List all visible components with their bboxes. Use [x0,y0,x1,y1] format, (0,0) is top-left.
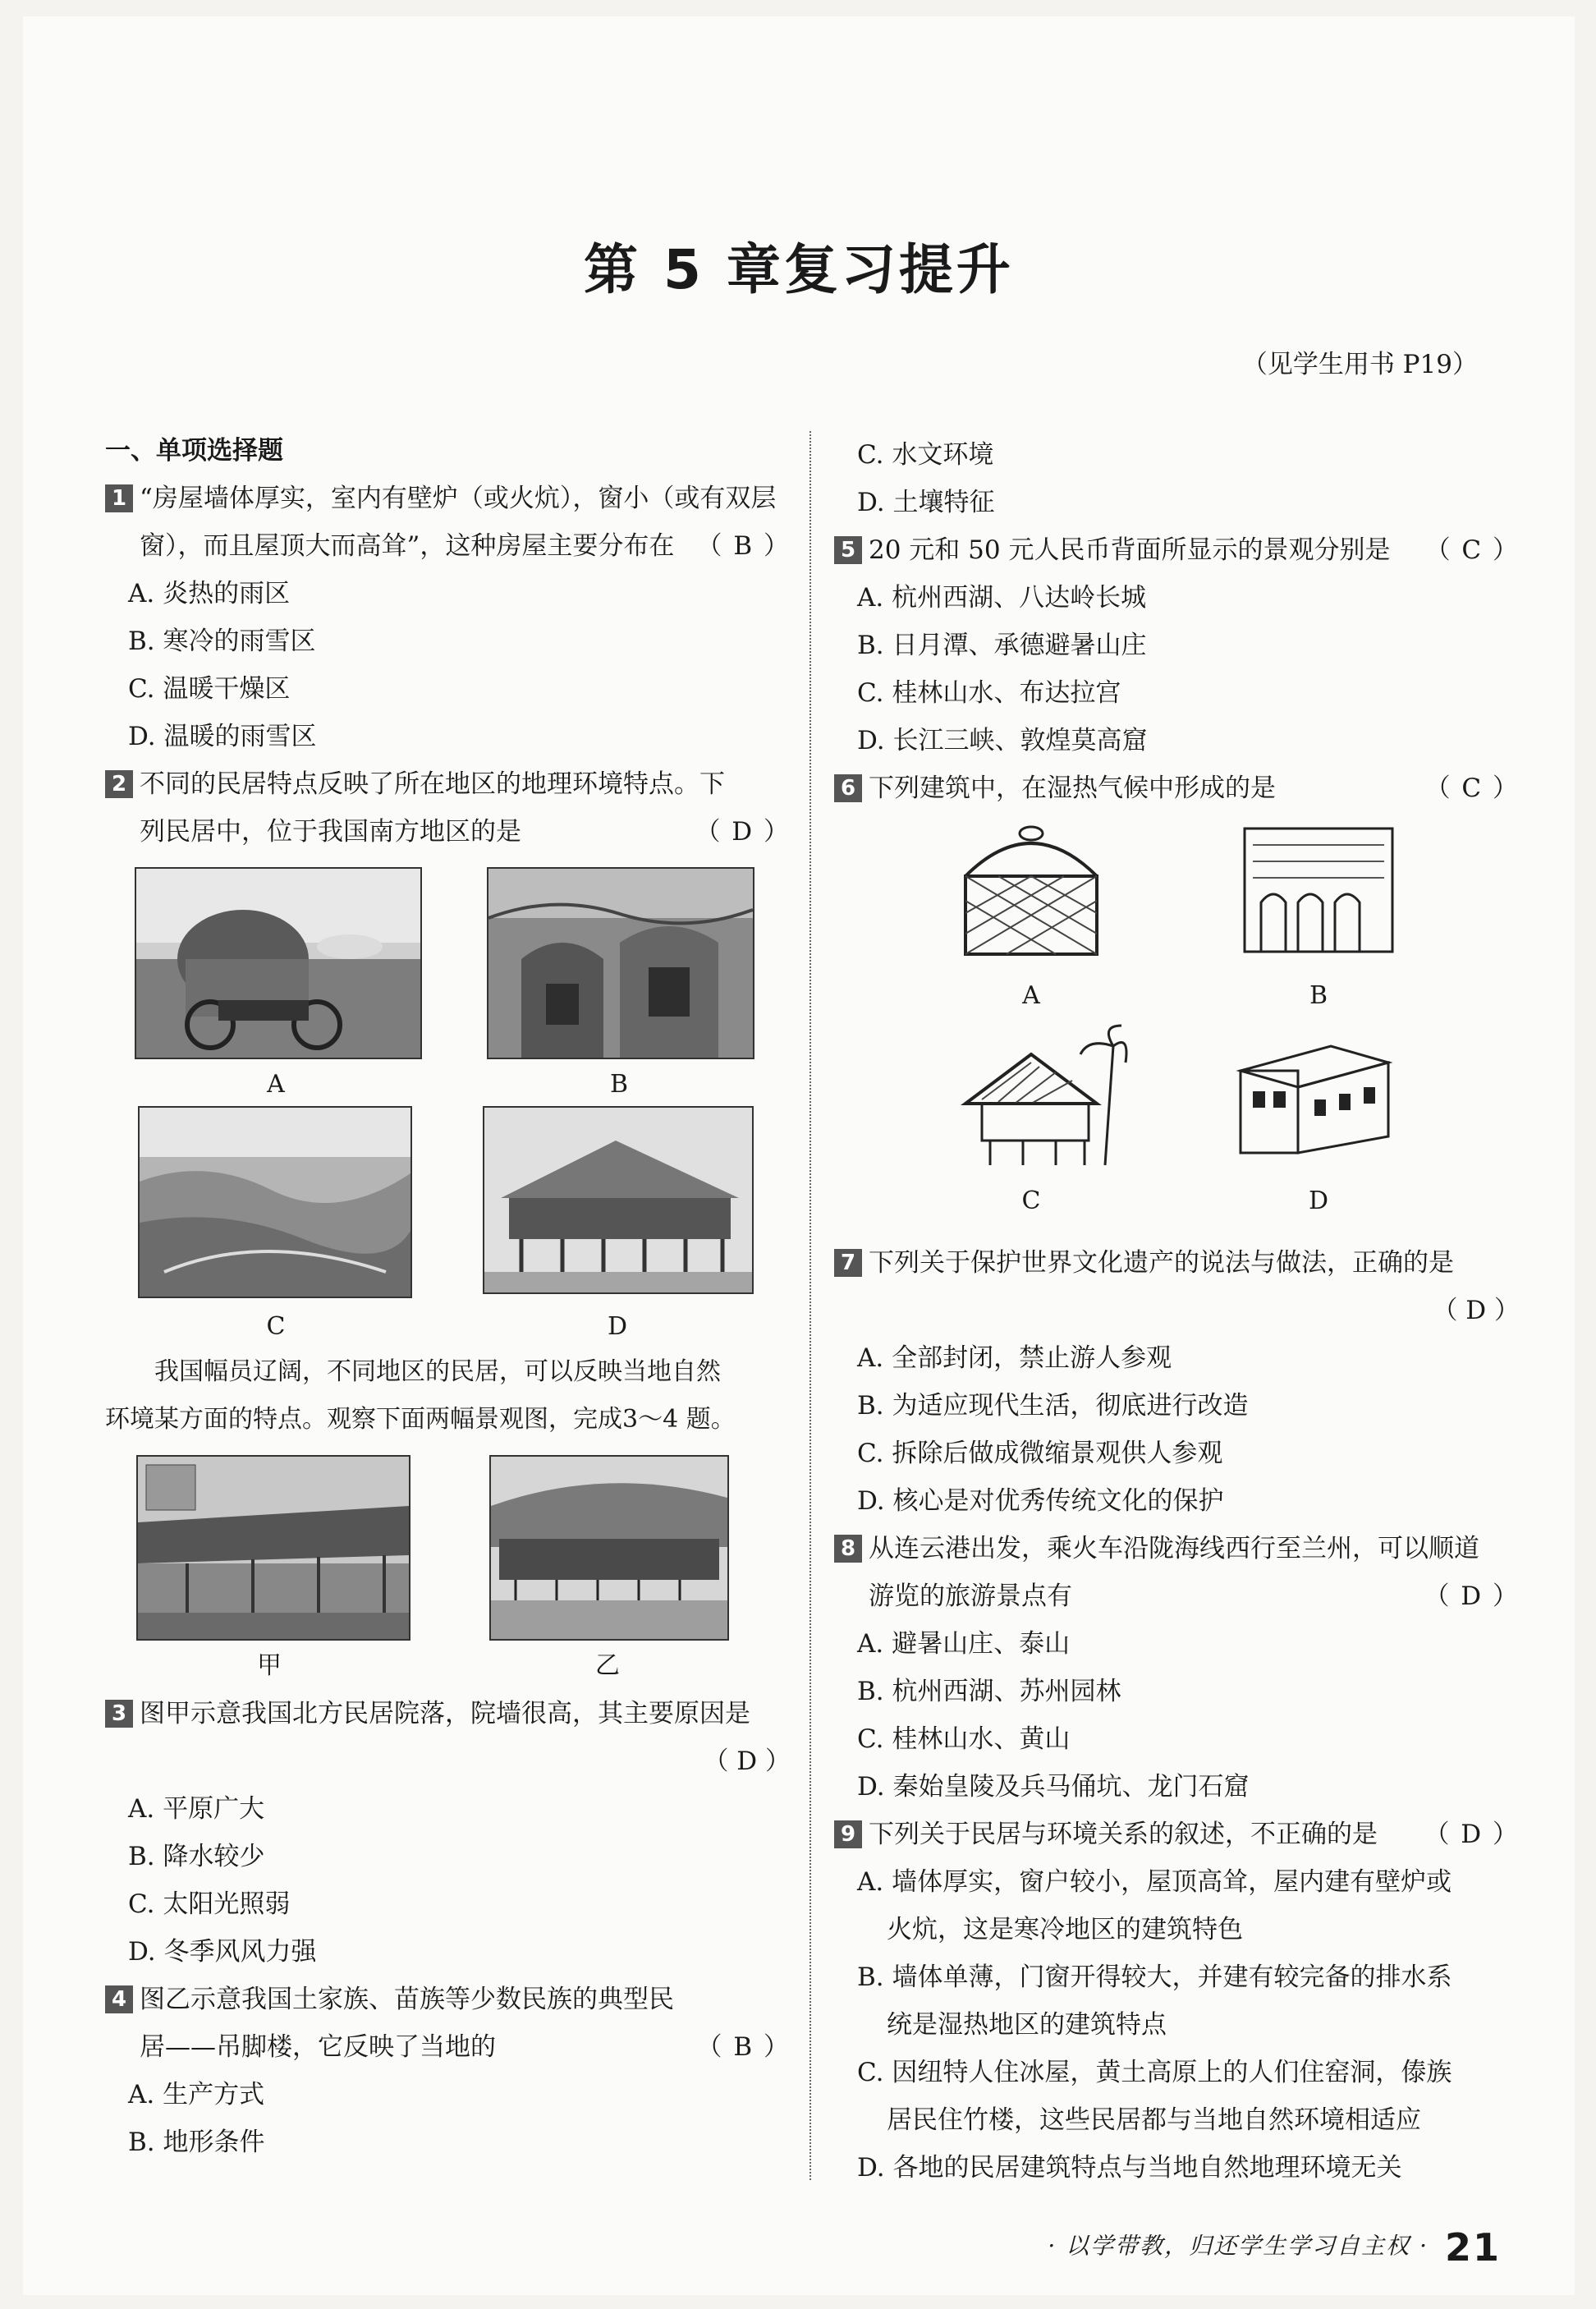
answer-mark: （ C ） [1424,535,1520,565]
question-8 [834,1525,1520,1620]
option: C. 桂林山水、黄山 [857,1724,1071,1754]
option: A. 杭州西湖、八达岭长城 [857,583,1147,613]
diaojiaolou-photo-illustration [491,1457,727,1639]
option: D. 冬季风风力强 [128,1937,317,1967]
left-column [105,427,791,2166]
option: B. 为适应现代生活，彻底进行改造 [857,1391,1249,1421]
option: C. 水文环境 [857,440,994,470]
question-1 [105,475,791,570]
option-line: A. 墙体厚实，窗户较小，屋顶高耸，屋内建有壁炉或 [857,1867,1452,1897]
photo-north-courtyard [136,1455,410,1641]
photo-cave-dwelling [487,867,754,1059]
question-stem [869,1811,1520,1858]
question-stem: 下列关于保护世界文化遗产的说法与做法，正确的是 [869,1248,1454,1278]
question-stem-line: 下列建筑中，在湿热气候中形成的是 [869,773,1276,803]
loess-photo-illustration [140,1108,410,1297]
option: D. 各地的民居建筑特点与当地自然地理环境无关 [857,2153,1402,2183]
question-5 [834,526,1520,574]
cave-photo-illustration [488,869,753,1058]
photo-grid-q2 [105,856,791,1348]
option: B. 地形条件 [128,2128,265,2157]
question-number-badge: 7 [834,1249,862,1277]
question-number-badge: 1 [105,484,133,512]
reading-passage: 环境某方面的特点。观察下面两幅景观图，完成3～4 题。 [105,1405,736,1434]
page [23,16,1575,2295]
question-stem-line: 窗），而且屋顶大而高耸”，这种房屋主要分布在 [140,531,675,561]
option: D. 土壤特征 [857,488,995,517]
question-stem-line: 20 元和 50 元人民币背面所显示的景观分别是 [869,535,1391,565]
question-stem-line: 居——吊脚楼，它反映了当地的 [140,2032,496,2062]
page-footer [1048,2225,1501,2270]
question-7 [834,1239,1520,1334]
reference-note: （见学生用书 P19） [1241,350,1478,379]
drawing-caption: C [1021,1187,1041,1215]
option: D. 温暖的雨雪区 [128,722,317,751]
photo-caption: 乙 [595,1651,620,1680]
answer-mark: （ B ） [696,2032,791,2062]
question-stem-line: 游览的旅游景点有 [869,1581,1072,1611]
yurt-drawing [949,819,1113,966]
option [834,1858,1520,1953]
option: B. 日月潭、承德避暑山庄 [857,631,1147,660]
courtyard-photo-illustration [138,1457,409,1639]
question-stem-line: 下列关于民居与环境关系的叙述，不正确的是 [869,1820,1378,1849]
answer-mark: （ B ） [696,531,791,561]
bamboo-house-drawing [957,1021,1130,1177]
option: C. 拆除后做成微缩景观供人参观 [857,1439,1223,1468]
page-number: 21 [1444,2225,1501,2270]
question-stem [869,1572,1520,1620]
answer-mark: （ D ） [1432,1296,1520,1325]
question-stem [140,808,791,856]
question-stem [869,764,1520,812]
arched-building-drawing [1236,812,1401,968]
question-4 [105,1976,791,2071]
question-6 [834,764,1520,812]
question-stem [140,2023,791,2071]
photo-yurt-motorcycle [135,867,422,1059]
question-number-badge: 6 [834,774,862,802]
footer-slogan: · 以学带教，归还学生学习自主权 · [1048,2232,1429,2260]
option: A. 平原广大 [128,1794,265,1824]
flat-roof-house-drawing [1232,1021,1396,1169]
photo-caption: 甲 [257,1651,282,1680]
option: B. 杭州西湖、苏州园林 [857,1677,1121,1706]
option: A. 炎热的雨区 [128,579,291,608]
option-line: B. 墙体单薄，门窗开得较大，并建有较完备的排水系 [857,1962,1452,1992]
answer-mark: （ D ） [703,1747,791,1776]
question-2 [105,760,791,856]
stilt-house-photo-illustration [484,1108,752,1292]
answer-mark: （ D ） [1424,1820,1520,1849]
photo-diaojiaolou [489,1455,729,1641]
question-stem-line: 列民居中，位于我国南方地区的是 [140,817,521,847]
option: C. 温暖干燥区 [128,674,291,704]
option: D. 长江三峡、敦煌莫高窟 [857,726,1148,755]
question-number-badge: 3 [105,1700,133,1728]
option-line: 火炕，这是寒冷地区的建筑特色 [887,1915,1243,1944]
question-stem: 图甲示意我国北方民居院落，院墙很高，其主要原因是 [140,1699,750,1728]
section-heading: 一、单项选择题 [105,436,283,466]
photo-caption: C [266,1312,286,1341]
option: B. 寒冷的雨雪区 [128,627,316,656]
question-stem: “房屋墙体厚实，室内有壁炉（或火炕），窗小（或有双层 [140,484,777,513]
option: D. 核心是对优秀传统文化的保护 [857,1486,1224,1516]
right-column [834,431,1520,2192]
option: B. 降水较少 [128,1842,265,1871]
question-number-badge: 9 [834,1820,862,1848]
question-stem [140,522,791,570]
photo-caption: B [609,1070,629,1099]
photo-stilt-house [483,1106,754,1294]
question-number-badge: 8 [834,1535,862,1563]
question-stem [869,526,1520,574]
column-divider [809,431,811,2180]
option: C. 桂林山水、布达拉宫 [857,678,1121,708]
option: A. 全部封闭，禁止游人参观 [857,1343,1172,1373]
answer-mark: （ D ） [1424,1581,1520,1611]
question-stem: 不同的民居特点反映了所在地区的地理环境特点。下 [140,769,725,799]
question-number-badge: 4 [105,1985,133,2013]
option: C. 太阳光照弱 [128,1889,291,1919]
question-number-badge: 5 [834,536,862,564]
drawing-caption: A [1022,981,1040,1010]
option-line: 统是湿热地区的建筑特点 [887,2010,1167,2040]
option [834,2049,1520,2144]
question-9 [834,1811,1520,1858]
drawing-grid-q6 [834,812,1520,1239]
question-stem: 从连云港出发，乘火车沿陇海线西行至兰州，可以顺道 [869,1534,1479,1563]
photo-caption: D [607,1312,628,1341]
yurt-photo-illustration [136,869,420,1058]
photo-caption: A [267,1070,285,1099]
photo-loess-plateau [138,1106,412,1298]
question-stem: 图乙示意我国土家族、苗族等少数民族的典型民 [140,1985,674,2014]
drawing-caption: B [1309,981,1328,1010]
option-line: C. 因纽特人住冰屋，黄土高原上的人们住窑洞，傣族 [857,2058,1452,2087]
option [834,1953,1520,2049]
photo-grid-passage [105,1444,791,1690]
answer-mark: （ C ） [1424,773,1520,803]
reading-passage: 我国幅员辽阔，不同地区的民居，可以反映当地自然 [154,1357,721,1386]
answer-mark: （ D ） [695,817,791,847]
question-number-badge: 2 [105,770,133,798]
question-3 [105,1690,791,1785]
page-title: 第 5 章复习提升 [584,238,1014,301]
option: A. 生产方式 [128,2080,265,2109]
drawing-caption: D [1308,1187,1329,1215]
option-line: 居民住竹楼，这些民居都与当地自然环境相适应 [887,2105,1421,2135]
option: A. 避暑山庄、泰山 [857,1629,1071,1659]
option: D. 秦始皇陵及兵马俑坑、龙门石窟 [857,1772,1250,1802]
